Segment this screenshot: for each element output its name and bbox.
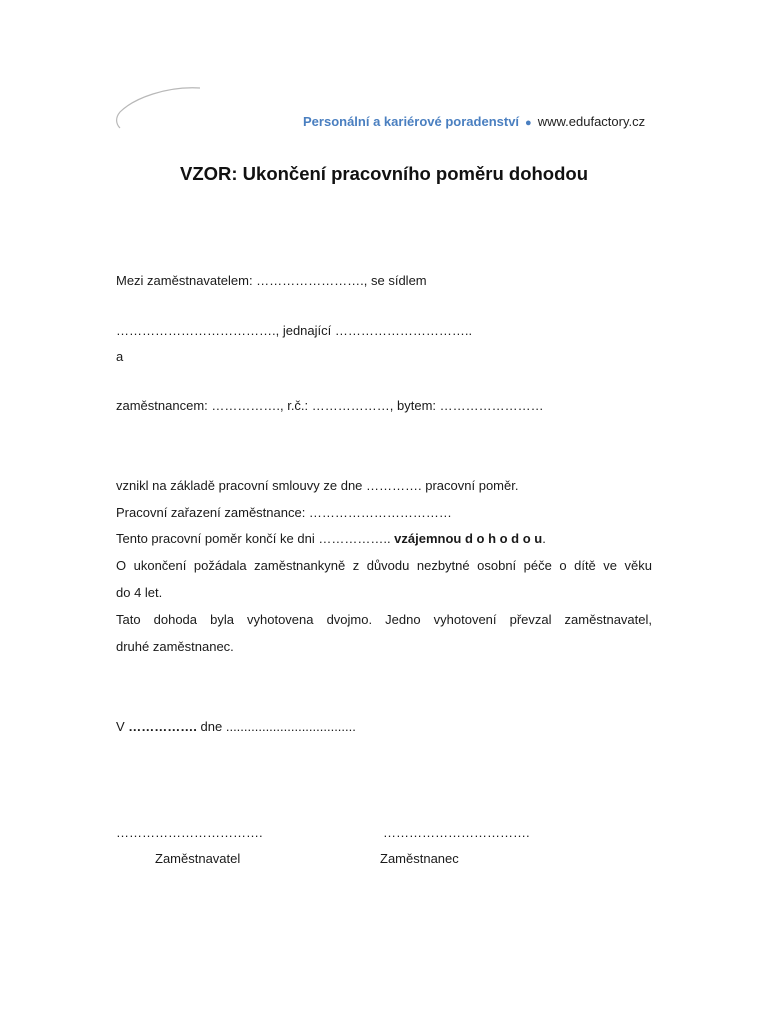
copies-paragraph-line1: Tato dohoda byla vyhotovena dvojmo. Jedno vyhotovení převzal zaměstnavatel, xyxy=(116,612,652,627)
employer-line: Mezi zaměstnavatelem: ……………………., se sídlem xyxy=(116,273,427,288)
place-date-line xyxy=(116,719,356,734)
header-service-text: Personální a kariérové poradenství xyxy=(303,114,520,129)
place-placeholder: ……………. xyxy=(128,719,197,734)
header-website-link[interactable]: www.edufactory.cz xyxy=(537,114,646,129)
copies-paragraph-line2: druhé zaměstnanec. xyxy=(116,639,234,654)
reason-paragraph-line2: do 4 let. xyxy=(116,585,163,600)
contract-origin-line: vznikl na základě pracovní smlouvy ze dne …………. pracovní poměr. xyxy=(116,478,519,493)
termination-suffix: . xyxy=(542,531,546,546)
logo-swoosh-graphic xyxy=(112,84,206,130)
employer-signature-label: Zaměstnavatel xyxy=(155,851,241,866)
employer-signature-line: ……………………………. xyxy=(116,825,263,840)
acting-person-line: ………………………………., jednající ………………………….. xyxy=(116,323,473,338)
termination-mutual-agreement: vzájemnou d o h o d o u xyxy=(394,531,543,546)
employee-signature-label: Zaměstnanec xyxy=(380,851,459,866)
date-label: dne xyxy=(196,719,226,734)
document-title: VZOR: Ukončení pracovního poměru dohodou xyxy=(179,163,589,184)
place-prefix: V xyxy=(116,719,129,734)
termination-date-line xyxy=(116,531,546,546)
employee-line: zaměstnancem: ……………., r.č.: ………………, bytem: …………………… xyxy=(116,398,544,413)
job-position-line: Pracovní zařazení zaměstnance: …………………………… xyxy=(116,505,452,520)
header-bullet: ● xyxy=(525,117,532,129)
and-conjunction: a xyxy=(116,349,124,364)
page-header xyxy=(303,114,645,129)
reason-paragraph-line1: O ukončení požádala zaměstnankyně z důvodu nezbytné osobní péče o dítě ve věku xyxy=(116,558,652,573)
date-placeholder: .................................... xyxy=(225,719,356,734)
employee-signature-line: ……………………………. xyxy=(383,825,530,840)
termination-prefix: Tento pracovní poměr končí ke dni …………….. xyxy=(116,531,395,546)
